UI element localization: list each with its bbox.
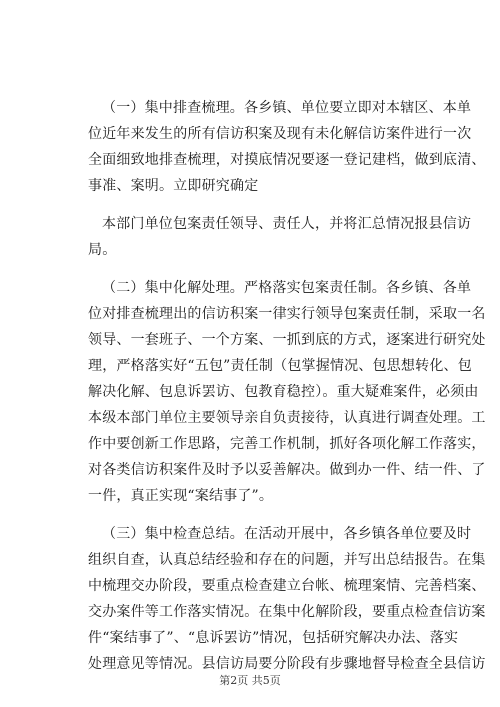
paragraph-line: 中梳理交办阶段，要重点检查建立台帐、梳理案情、完善档案、 — [88, 578, 486, 594]
paragraph-line: 组织自查，认真总结经验和存在的问题，并写出总结报告。在集 — [88, 552, 486, 568]
paragraph-line: 位近年来发生的所有信访积案及现有未化解信访案件进行一次 — [88, 126, 472, 142]
paragraph-line: 事准、案明。立即研究确定 — [88, 178, 259, 194]
paragraph-line: 一件，真正实现“案结事了”。 — [88, 488, 274, 504]
paragraph-line: 作中要创新工作思路，完善工作机制，抓好各项化解工作落实， — [88, 436, 486, 452]
paragraph-line: 全面细致地排查梳理，对摸底情况要逐一登记建档，做到底清、 — [88, 152, 486, 168]
paragraph-line: （一）集中排查梳理。各乡镇、单位要立即对本辖区、本单 — [102, 100, 472, 116]
paragraph-line: 交办案件等工作落实情况。在集中化解阶段，要重点检查信访案 — [88, 604, 486, 620]
paragraph-line: 处理意见等情况。县信访局要分阶段有步骤地督导检查全县信访 — [88, 656, 486, 672]
paragraph-line: （二）集中化解处理。严格落实包案责任制。各乡镇、各单 — [102, 280, 472, 296]
paragraph-line: 位对排查梳理出的信访积案一律实行领导包案责任制，采取一名 — [88, 306, 486, 322]
paragraph-line: 对各类信访积案件及时予以妥善解决。做到办一件、结一件、了 — [88, 462, 486, 478]
page-number-footer: 第2页 共5页 — [219, 674, 281, 687]
paragraph-line: 领导、一套班子、一个方案、一抓到底的方式，逐案进行研究处 — [88, 332, 486, 348]
paragraph-line: 本部门单位包案责任领导、责任人，并将汇总情况报县信访 — [102, 216, 472, 232]
paragraph-line: 理，严格落实好“五包”责任制（包掌握情况、包思想转化、包 — [88, 358, 472, 374]
paragraph-line: 局。 — [88, 242, 117, 258]
paragraph-line: 本级本部门单位主要领导亲自负责接待，认真进行调查处理。工 — [88, 410, 486, 426]
paragraph-line: （三）集中检查总结。在活动开展中，各乡镇各单位要及时 — [102, 526, 472, 542]
paragraph-line: 解决化解、包息诉罢访、包教育稳控）。重大疑难案件，必须由 — [88, 384, 479, 400]
paragraph-line: 件“案结事了”、“息诉罢访”情况，包括研究解决办法、落实 — [88, 630, 459, 646]
